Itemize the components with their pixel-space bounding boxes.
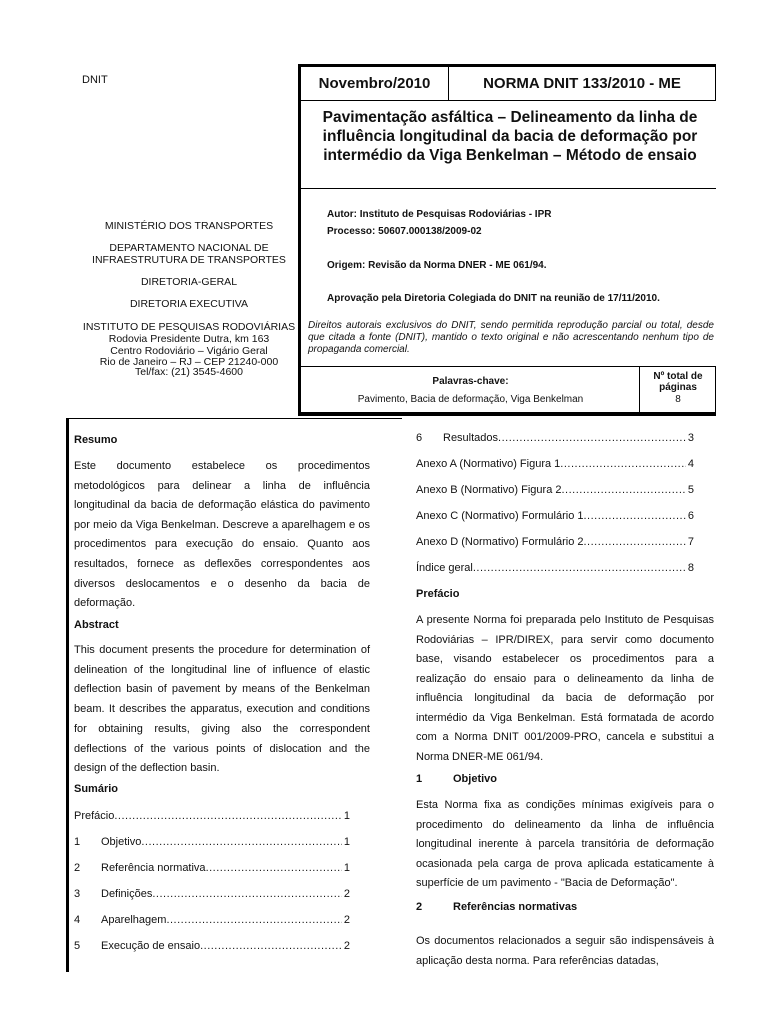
toc-entry-resultados[interactable] — [416, 432, 694, 444]
sumario-heading: Sumário — [74, 783, 119, 795]
column-left-border — [66, 418, 69, 972]
toc-page: 4 — [687, 458, 694, 470]
toc-label: Índice geral — [416, 562, 473, 574]
toc-label: Anexo B (Normativo) Figura 2 — [416, 484, 562, 496]
toc-label: Aparelhagem — [101, 914, 167, 926]
abstract-text: This document presents the procedure for determination of delineation of the longitudinal line of influence of elastic deflection basin of pavement by means of the Benkelman beam. It describes the apparatus, execution and conditions for obtaining results, giving also the correspondent deflections of the various points of dislocation and the design of the deflection basin. — [74, 644, 370, 775]
toc-entry-anexo-d[interactable] — [416, 536, 694, 548]
toc-entry-referencia[interactable] — [74, 862, 350, 874]
address-line-2: Centro Rodoviário – Vigário Geral — [110, 345, 268, 357]
referencias-text: Os documentos relacionados a seguir são indispensáveis à aplicação desta norma. Para referências datadas, — [416, 935, 714, 967]
ministry-name: MINISTÉRIO DOS TRANSPORTES — [104, 220, 274, 232]
toc-number: 6 — [416, 432, 423, 444]
department-name: DEPARTAMENTO NACIONAL DE INFRAESTRUTURA DE TRANSPORTES — [92, 242, 286, 266]
referencias-heading — [416, 901, 577, 913]
toc-entry-definicoes[interactable] — [74, 888, 350, 900]
toc-page: 3 — [687, 432, 694, 444]
toc-number: 4 — [74, 914, 81, 926]
objetivo-heading — [416, 773, 497, 785]
toc-entry-execucao[interactable] — [74, 940, 350, 952]
document-title: Pavimentação asfáltica – Delineamento da linha de influência longitudinal da bacia de deformação por intermédio da Viga Benkelman – Método de ensaio — [322, 109, 698, 164]
prefacio-heading: Prefácio — [416, 588, 460, 600]
toc-entry-anexo-a[interactable] — [416, 458, 694, 470]
origin-line: Origem: Revisão da Norma DNER - ME 061/94. — [327, 260, 547, 271]
copyright-notice: Direitos autorais exclusivos do DNIT, sendo permitida reprodução parcial ou total, desde que citada a fonte (DNIT), mantido o texto original e não acrescentando nenhum tipo de propaganda comercial. — [308, 320, 714, 355]
toc-entry-aparelhagem[interactable] — [74, 914, 350, 926]
toc-entry-objetivo[interactable] — [74, 836, 350, 848]
phone-line: Tel/fax: (21) 3545-4600 — [135, 366, 243, 378]
header-left-border — [298, 64, 301, 416]
keywords-values: Pavimento, Bacia de deformação, Viga Benkelman — [357, 394, 584, 405]
section-number: 1 — [416, 773, 423, 785]
toc-label: Definições — [101, 888, 153, 900]
toc-entry-anexo-c[interactable] — [416, 510, 694, 522]
toc-number: 3 — [74, 888, 81, 900]
keywords-box — [301, 366, 640, 412]
toc-number: 1 — [74, 836, 81, 848]
title-divider — [301, 188, 716, 189]
toc-page: 7 — [687, 536, 694, 548]
toc-number: 2 — [74, 862, 81, 874]
objetivo-text: Esta Norma fixa as condições mínimas exigíveis para o procedimento do delineamento da linha de influência longitudinal inerente à parcela transitória de deformação ocasionada pela carga de prova aplicada estaticamente à superfície de um pavimento - "Bacia de Deformação". — [416, 799, 714, 889]
toc-page: 6 — [687, 510, 694, 522]
column-top-rule — [68, 418, 402, 419]
address-line-1: Rodovia Presidente Dutra, km 163 — [108, 333, 270, 345]
section-title: Objetivo — [453, 773, 498, 785]
approval-line: Aprovação pela Diretoria Colegiada do DNIT na reunião de 17/11/2010. — [327, 293, 660, 304]
resumo-text: Este documento estabelece os procedimentos metodológicos para delinear a linha de influência longitudinal da bacia de deformação elástica do pavimento por meio da Viga Benkelman. Descreve a aparelhagem e os procedimentos para execução do ensaio. Quanto aos resultados, fornece as deflexões correspondentes aos diversos deslocamentos e o desenho da bacia de deformação. — [74, 460, 370, 610]
prefacio-text: A presente Norma foi preparada pelo Instituto de Pesquisas Rodoviárias – IPR/DIREX, para servir como documento base, visando estabelecer os procedimentos para a realização do ensaio para o delineamento da linha de influência longitudinal da bacia de deformação por intermédio da Viga Benkelman. Está formatada de acordo com a Norma DNIT 001/2009-PRO, cancela e substitui a Norma DNER-ME 061/94. — [416, 614, 714, 763]
toc-page: 1 — [343, 810, 350, 822]
toc-page: 2 — [343, 914, 350, 926]
author-line: Autor: Instituto de Pesquisas Rodoviárias - IPR — [327, 209, 552, 220]
norm-code: NORMA DNIT 133/2010 - ME — [449, 67, 716, 101]
toc-page: 1 — [343, 862, 350, 874]
process-line: Processo: 50607.000138/2009-02 — [327, 226, 482, 237]
page-count-label: Nº total de páginas — [653, 371, 703, 393]
executive-directorate: DIRETORIA EXECUTIVA — [129, 298, 249, 310]
toc-label: Resultados — [443, 432, 499, 444]
org-label: DNIT — [82, 74, 108, 86]
toc-entry-anexo-b[interactable] — [416, 484, 694, 496]
toc-label: Objetivo — [101, 836, 142, 848]
keywords-label: Palavras-chave: — [432, 376, 509, 387]
toc-number: 5 — [74, 940, 81, 952]
toc-page: 8 — [687, 562, 694, 574]
toc-label: Prefácio — [74, 810, 115, 822]
institute-name: INSTITUTO DE PESQUISAS RODOVIÁRIAS — [82, 321, 296, 333]
resumo-heading: Resumo — [74, 434, 118, 446]
toc-label: Execução de ensaio — [101, 940, 201, 952]
toc-page: 5 — [687, 484, 694, 496]
directorate-general: DIRETORIA-GERAL — [140, 276, 238, 288]
abstract-heading: Abstract — [74, 619, 119, 631]
section-number: 2 — [416, 901, 423, 913]
section-title: Referências normativas — [453, 901, 578, 913]
issue-date: Novembro/2010 — [301, 67, 449, 101]
toc-label: Referência normativa — [101, 862, 206, 874]
toc-page: 2 — [343, 888, 350, 900]
address-line-3: Rio de Janeiro – RJ – CEP 21240-000 — [99, 356, 279, 368]
page-count-value: 8 — [675, 394, 681, 405]
toc-label: Anexo D (Normativo) Formulário 2 — [416, 536, 584, 548]
toc-label: Anexo A (Normativo) Figura 1 — [416, 458, 561, 470]
toc-entry-prefacio[interactable] — [74, 810, 350, 822]
toc-page: 2 — [343, 940, 350, 952]
toc-page: 1 — [343, 836, 350, 848]
toc-entry-indice[interactable] — [416, 562, 694, 574]
toc-label: Anexo C (Normativo) Formulário 1 — [416, 510, 584, 522]
header-bottom-border — [298, 412, 716, 416]
